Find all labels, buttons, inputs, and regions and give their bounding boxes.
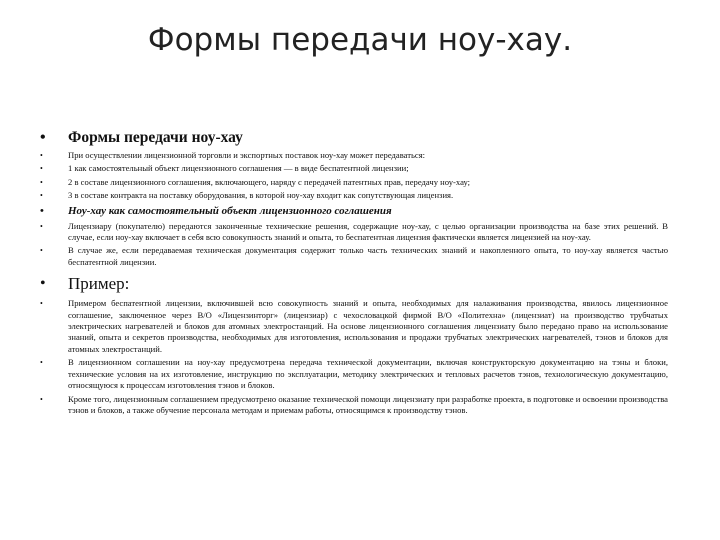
list-item-text: При осуществлении лицензионной торговли и экспортных поставок ноу-хау может передаваться: — [68, 150, 426, 160]
bullet-icon: • — [40, 275, 46, 293]
list-item-text: 3 в составе контракта на поставку оборудования, в которой ноу-хау входит как сопутствующая лицензия. — [68, 190, 454, 201]
slide-content — [40, 128, 668, 418]
bullet-icon: • — [40, 221, 43, 231]
list-item-text: В случае же, если передаваемая техническая документация содержит только часть технических знаний и накопленного опыта, то ноу-хау является частью беспатентной лицензии. — [68, 245, 668, 267]
section-heading-text: Формы передачи ноу-хау — [68, 129, 243, 146]
section-heading — [40, 204, 668, 219]
list-item — [40, 150, 668, 161]
bullet-icon: • — [40, 151, 43, 160]
list-item-text: Примером беспатентной лицензии, включившей всю совокупность знаний и опыта, необходимых для налаживания производства, явилось лицензионное соглашение, заключенное через В/О «Лицензинторг» (лицензиар) с чехословацкой фирмой В/О «Политехна» (лицензиат) на производство трубчатых электрических нагревателей и блоков для атомных электростанций. На основе лицензионного соглашения лицензиату было передано право на использование знаний, опыта и секретов производства, необходимых для изготовления, использования и продажи трубчатых электрических нагревателей, тэнов и блоков для атомных электростанций. — [68, 298, 668, 354]
bullet-icon: • — [40, 191, 43, 201]
bullet-icon: • — [40, 299, 43, 309]
list-item — [40, 190, 668, 201]
bullet-icon: • — [40, 204, 44, 217]
section-heading — [40, 273, 668, 295]
list-item — [40, 298, 668, 355]
list-item-text: 1 как самостоятельный объект лицензионного соглашения — в виде беспатентной лицензии; — [68, 163, 409, 174]
bullet-icon: • — [40, 164, 43, 174]
list-item-text: 2 в составе лицензионного соглашения, включающего, наряду с передачей патентных прав, передачу ноу-хау; — [68, 176, 471, 187]
bullet-icon: • — [40, 394, 43, 404]
section-heading-text: Пример: — [68, 274, 130, 294]
list-item — [40, 177, 668, 188]
bullet-icon: • — [40, 246, 43, 256]
section-heading-text: Ноу-хау как самостоятельный объект лицензионного соглашения — [68, 204, 392, 217]
list-item — [40, 394, 668, 417]
list-item — [40, 221, 668, 244]
list-item-text: Лицензиару (покупателю) передаются законченные технические решения, содержащие ноу-хау, с целью организации производства на базе этих решений. В случае, если ноу-хау включает в себя всю совокупность знаний и опыта, то беспатентная лицензия фактически является лицензией на ноу-хау. — [68, 220, 668, 243]
bullet-icon: • — [40, 129, 46, 146]
section-heading — [40, 128, 668, 148]
list-item-text: Кроме того, лицензионным соглашением предусмотрено оказание технической помощи лицензиату при разработке проекта, в подготовке и освоении производства тэнов и блоков, а также обучение персонала методам и приемам работы, относящимся к производству тэнов. — [68, 393, 668, 415]
slide-title: Формы передачи ноу-хау. — [147, 22, 573, 58]
bullet-icon: • — [40, 177, 43, 187]
list-item — [40, 163, 668, 174]
bullet-icon: • — [40, 358, 43, 368]
list-item-text: В лицензионном соглашении на ноу-хау предусмотрена передача технической документации, включая конструкторскую документацию на тэны и блоки, технические условия на их изготовление, инструкцию по эксплуатации, методику электрических и тепловых расчетов тэнов, технологическую документацию, относящуюся к процессам изготовления тэнов и блоков. — [68, 357, 668, 391]
list-item — [40, 245, 668, 268]
list-item — [40, 357, 668, 391]
